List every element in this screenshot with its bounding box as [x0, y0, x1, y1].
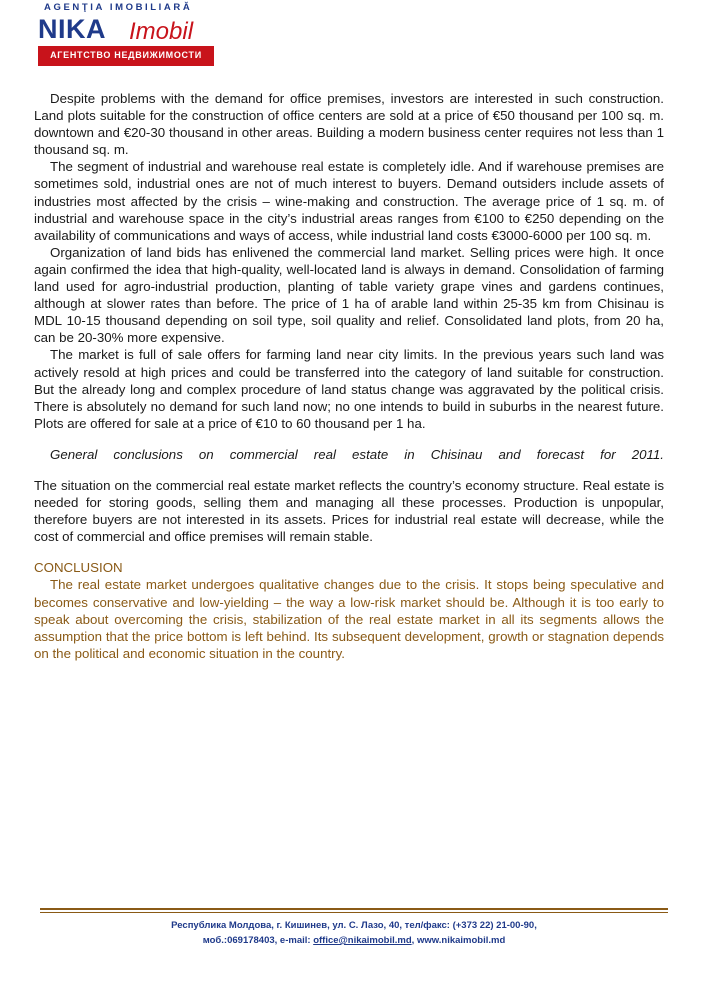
logo-agency-line: AGENŢIA IMOBILIARĂ [44, 2, 193, 13]
paragraph-farming-land: The market is full of sale offers for farming land near city limits. In the previous years such land was actively resold at high prices and could be transferred into the category of land suitable for construction. But the already long and complex procedure of land status change was aggravated by the political crisis. There is absolutely no demand for such land now; no one intends to build in suburbs in the nearest future. Plots are offered for sale at a price of €10 to 60 thousand per 1 ha. [34, 347, 664, 431]
footer-separator: , [411, 935, 417, 946]
footer-divider-thin [40, 912, 668, 913]
agency-logo [38, 2, 218, 68]
footer-divider-thick [40, 908, 668, 910]
logo-brand-nika: NIKA [38, 14, 106, 44]
paragraph-office-premises: Despite problems with the demand for office premises, investors are interested in such construction. Land plots suitable for the construction of office centers are sold at a price of €50 thousand per 100 sq. m. downtown and €20-30 thousand in other areas. Building a modern business center requires not less than 1 thousand sq. m. [34, 91, 664, 158]
conclusion-title: CONCLUSION [34, 560, 123, 576]
logo-agency-ru: АГЕНТСТВО НЕДВИЖИМОСТИ [50, 50, 202, 60]
footer-email-link[interactable]: office@nikaimobil.md [313, 935, 412, 946]
conclusion-text: The real estate market undergoes qualitative changes due to the crisis. It stops being speculative and becomes conservative and low-yielding – the way a low-risk market should be. Although it is too early to speak about overcoming the crisis, stabilization of the real estate market in all its segments allows the assumption that the price bottom is left behind. Its subsequent development, growth or stagnation depends on the political and economic situation in the country. [34, 577, 664, 661]
paragraph-land-bids: Organization of land bids has enlivened the commercial land market. Selling prices were high. It once again confirmed the idea that high-quality, well-located land is always in demand. Consolidation of farming land used for agro-industrial production, planting of table variety grape vines and gardens continues, although at slower rates than before. The price of 1 ha of arable land within 25-35 km from Chisinau is MDL 10-15 thousand depending on soil type, soil quality and relief. Consolidated land plots, from 20 ha, can be 20-30% more expensive. [34, 244, 664, 346]
paragraph-situation: The situation on the commercial real estate market reflects the country’s economy structure. Real estate is needed for storing goods, selling them and managing all these processes. Production is unpopular, therefore buyers are not interested in its assets. Prices for industrial real estate will decrease, while the cost of commercial and office premises will remain stable. [34, 477, 664, 545]
section-heading: General conclusions on commercial real estate in Chisinau and forecast for 2011. [50, 446, 664, 462]
paragraph-industrial-warehouse: The segment of industrial and warehouse real estate is completely idle. And if warehouse premises are sometimes sold, industrial ones are not of much interest to buyers. Demand outsiders include assets of industries most affected by the crisis – wine-making and construction. The average price of 1 sq. m. of industrial and warehouse space in the city’s industrial areas ranges from €100 to €250 depending on the availability of communications and ways of access, while industrial land costs €3000-6000 per 100 sq. m. [34, 159, 664, 243]
logo-brand-imobil: Imobil [129, 18, 194, 45]
footer-contact [40, 918, 668, 948]
footer-website[interactable]: www.nikaimobil.md [416, 935, 506, 946]
footer-contacts-line [40, 933, 668, 948]
footer-address: Республика Молдова, г. Кишинев, ул. С. Лазо, 40, тел/факс: (+373 22) 21-00-90, [171, 920, 537, 931]
footer-phone: моб.:069178403, e-mail: [202, 935, 314, 946]
document-body [34, 90, 664, 662]
